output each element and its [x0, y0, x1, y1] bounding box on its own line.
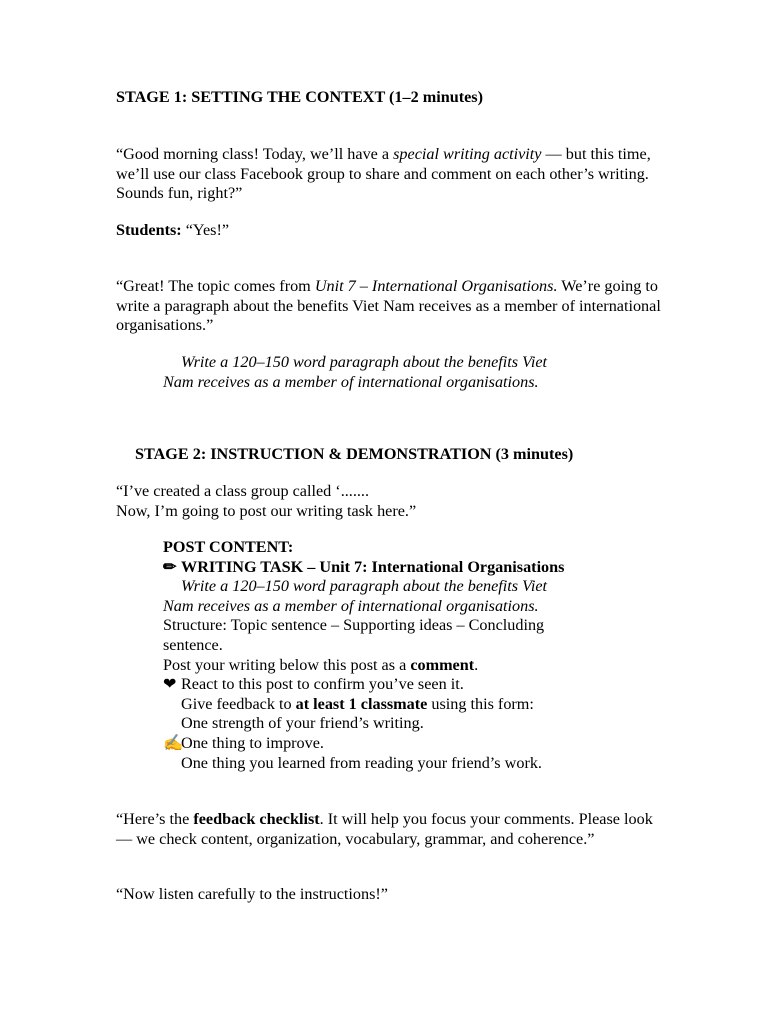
- topic-text-a: “Great! The topic comes from: [116, 277, 315, 295]
- writing-task-title: ✏ WRITING TASK – Unit 7: International Organisations: [163, 557, 565, 576]
- greeting-text-a: “Good morning class! Today, we’ll have a: [116, 145, 394, 163]
- topic-unit: Unit 7 – International Organisations.: [314, 277, 558, 295]
- topic-text-b: We’re going to write a paragraph about the benefits Viet Nam receives as a member of international organisations.”: [116, 277, 661, 335]
- intro-line2: Now, I’m going to post our writing task here.”: [116, 501, 417, 520]
- post-content-label: POST CONTENT:: [163, 538, 294, 556]
- stage1-heading: STAGE 1: SETTING THE CONTEXT (1–2 minutes): [116, 88, 483, 106]
- students-reply: “Yes!”: [181, 221, 230, 239]
- strength-line: One strength of your friend’s writing.: [181, 714, 424, 733]
- pencil-icon: ✏: [163, 557, 177, 576]
- greeting-text-b: — but this time, we’ll use our class Facebook group to share and comment on each other’s writing. Sounds fun, right?”: [116, 145, 651, 203]
- heart-icon: ❤: [163, 675, 177, 694]
- react-line: ❤ React to this post to confirm you’ve seen it.: [163, 675, 464, 694]
- comment-keyword: comment: [410, 655, 475, 674]
- feedback-checklist-keyword: feedback checklist: [193, 810, 320, 828]
- students-label: Students:: [116, 221, 182, 239]
- stage2-intro: [116, 482, 661, 521]
- feedback-line: Give feedback to at least 1 classmate using this form:: [181, 694, 534, 713]
- task-prompt-line1: Write a 120–150 word paragraph about the benefits Viet: [181, 353, 547, 371]
- greeting-emphasis: special writing activity: [393, 145, 542, 163]
- stage2-heading: STAGE 2: INSTRUCTION & DEMONSTRATION (3 minutes): [135, 445, 574, 463]
- learned-line: One thing you learned from reading your friend’s work.: [181, 753, 542, 772]
- writing-hand-icon: ✍: [163, 733, 184, 752]
- stage1-topic-paragraph: [116, 277, 661, 336]
- stage1-greeting-paragraph: [116, 145, 661, 204]
- listen-instruction: “Now listen carefully to the instructions!”: [116, 885, 388, 903]
- intro-line1: “I’ve created a class group called ‘.......: [116, 482, 370, 500]
- post-comment-line: Post your writing below this post as a comment.: [163, 655, 479, 674]
- task-prompt-line2: Nam receives as a member of international organisations.: [163, 372, 539, 391]
- classmate-keyword: at least 1 classmate: [295, 694, 428, 713]
- post-content-block: [163, 538, 593, 773]
- students-reply-line: [116, 221, 661, 241]
- improve-line: ✍One thing to improve.: [163, 733, 324, 752]
- structure-line: Structure: Topic sentence – Supporting ideas – Concluding sentence.: [163, 616, 545, 654]
- post-task-line1: Write a 120–150 word paragraph about the benefits Viet: [181, 577, 547, 596]
- feedback-checklist-paragraph: “Here’s the feedback checklist. It will help you focus your comments. Please look — we check content, organization, vocabulary, grammar, and coherence.”: [116, 810, 653, 848]
- post-task-prompt: [163, 577, 608, 616]
- stage1-task-prompt: [163, 353, 603, 392]
- post-task-line2: Nam receives as a member of international organisations.: [163, 596, 539, 615]
